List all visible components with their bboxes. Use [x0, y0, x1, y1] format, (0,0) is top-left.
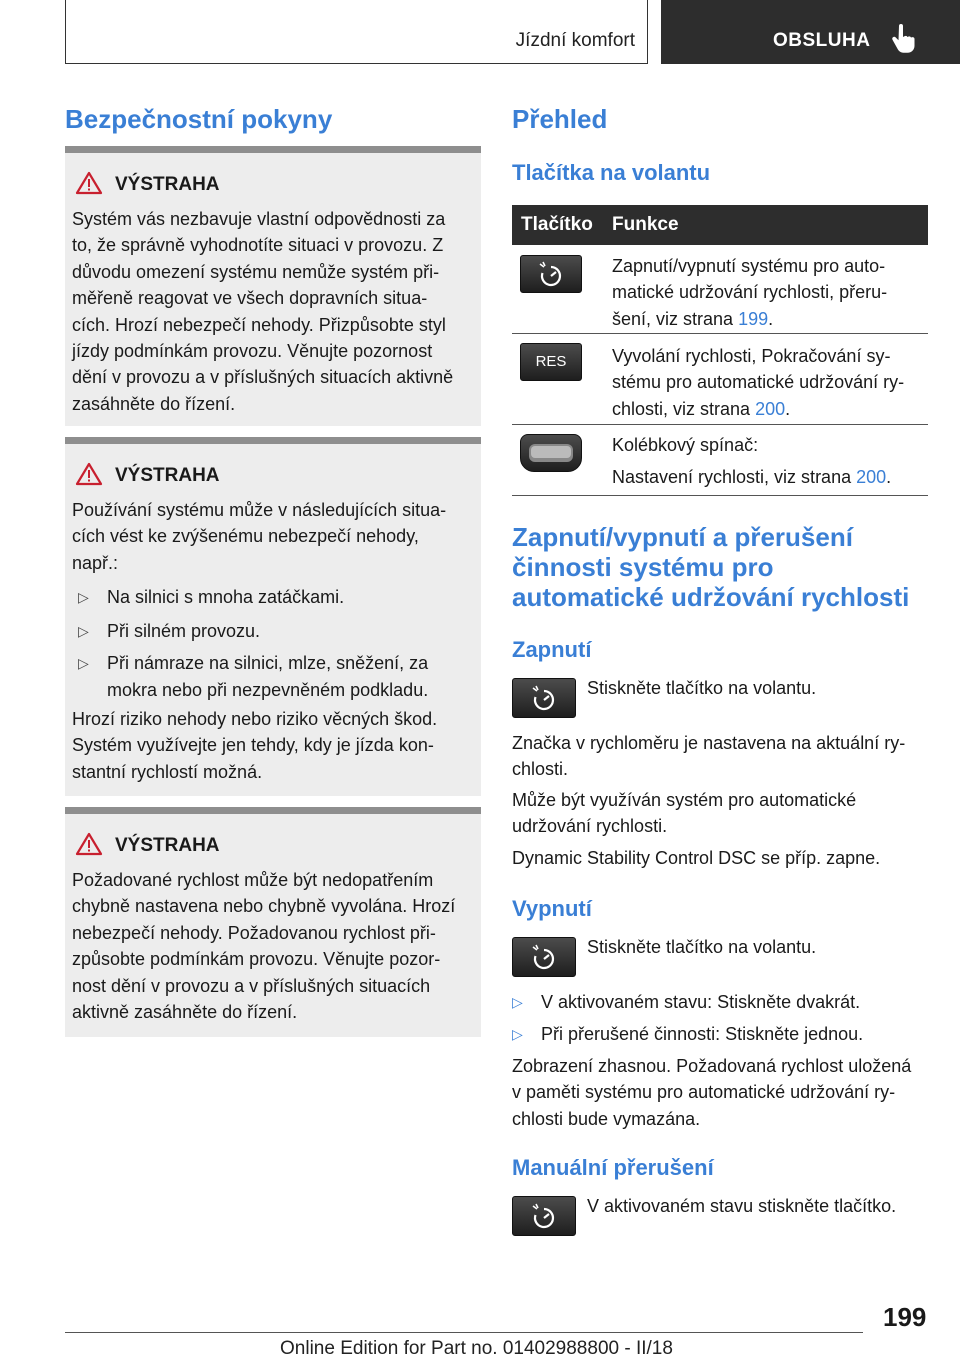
page-link[interactable]: 200	[755, 398, 786, 419]
warning-triangle-icon	[75, 171, 103, 195]
warning-intro	[72, 497, 477, 576]
hand-pointer-icon	[891, 24, 917, 54]
text-line: cích vést ke zvýšenému nebezpečí nehody,	[72, 526, 419, 547]
text-line: cích. Hrozí nebezpečí nehody. Přizpůsobte styl	[72, 314, 446, 335]
safety-title: Bezpečnostní pokyny	[65, 104, 333, 134]
off-instruction: Stiskněte tlačítko na volantu.	[587, 937, 817, 957]
page-link[interactable]: 199	[738, 308, 769, 329]
warning-box-3	[65, 807, 481, 1037]
warning-triangle-icon	[75, 462, 103, 486]
bullet-triangle-icon: ▷	[512, 994, 523, 1010]
res-button-icon: RES	[520, 343, 582, 381]
header-section-title: Jízdní komfort	[515, 30, 635, 51]
on-instruction: Stiskněte tlačítko na volantu.	[587, 678, 817, 698]
text-line: to, že správně vyhodnotíte situaci v provozu. Z	[72, 235, 444, 256]
table-row	[512, 245, 928, 334]
text-line: např.:	[72, 552, 119, 573]
text-line: chybně nastavena nebo chybně vyvolána. Hrozí	[72, 896, 456, 917]
off-heading: Vypnutí	[512, 896, 592, 921]
warning-label: VÝSTRAHA	[115, 174, 220, 195]
bullet-triangle-icon: ▷	[78, 655, 89, 671]
warning-outro	[72, 706, 477, 785]
text-line: měřeně reagovat ve všech dopravních situa-	[72, 288, 428, 309]
text-line: Systém vás nezbavuje vlastní odpovědnosti za	[72, 209, 446, 229]
bullet-triangle-icon: ▷	[78, 623, 89, 639]
page-number: 199	[883, 1302, 927, 1332]
text-line: Systém využívejte jen tehdy, kdy je jízda kon-	[72, 735, 434, 756]
overview-subtitle: Tlačítka na volantu	[512, 160, 711, 185]
on-heading: Zapnutí	[512, 637, 592, 662]
warning-text	[72, 867, 477, 1025]
warning-label: VÝSTRAHA	[115, 835, 220, 856]
text-line: způsobte podmínkám provozu. Věnujte pozor-	[72, 949, 441, 970]
table-header	[512, 205, 928, 245]
manual-heading: Manuální přerušení	[512, 1155, 714, 1180]
header-section-box	[65, 0, 648, 64]
footer-divider	[65, 1332, 863, 1333]
manual-instruction: V aktivovaném stavu stiskněte tlačítko.	[587, 1196, 897, 1216]
header-tab-label: OBSLUHA	[773, 30, 871, 51]
text-line: Požadované rychlost může být nedopatřením	[72, 870, 434, 890]
cruise-control-button-icon	[512, 1196, 576, 1236]
off-paragraph: Zobrazení zhasnou. Požadovaná rychlost uložená v paměti systému pro automatické udržování ry- chlosti bude vymazána.	[512, 1056, 912, 1129]
cruise-control-button-icon	[512, 937, 576, 977]
table-header-function: Funkce	[612, 214, 679, 235]
table-cell-function: Kolébkový spínač: Nastavení rychlosti, viz strana 200.	[612, 435, 892, 488]
on-paragraph-1: Značka v rychloměru je nastavena na aktuální ry- chlosti.	[512, 733, 906, 780]
text-line: aktivně zasáhněte do řízení.	[72, 1002, 298, 1023]
overview-title: Přehled	[512, 104, 608, 134]
on-paragraph-2: Může být využíván systém pro automatické udržování rychlosti.	[512, 790, 857, 837]
page-link[interactable]: 200	[856, 467, 887, 488]
warning-box-1	[65, 146, 481, 426]
text-line: Hrozí riziko nehody nebo riziko věcných škod.	[72, 709, 438, 729]
text-line: Používání systému může v následujících situa-	[72, 500, 447, 520]
section-title: Zapnutí/vypnutí a přerušení činnosti systému pro automatické udržování rychlosti	[512, 522, 910, 612]
header-tab[interactable]	[661, 0, 960, 64]
text-line: dění v provozu a v příslušných situacích aktivně	[72, 367, 454, 388]
text-line: nost dění v provozu a v příslušných situacích	[72, 975, 431, 996]
table-row	[512, 333, 928, 425]
warning-box-2: VÝSTRAHA Používání systému může v následujících situa- cích vést ke zvýšenému nebezpečí nehody, např.: ▷ Na silnici s mnoha zatáčkami. ▷ Při silném provozu. ▷ Při námraze na silnici, mlze, sněžení, za mokra nebo při nezpevněném podkladu. Hrozí riziko nehody nebo riziko věcných škod. Systém využívejte jen tehdy, kdy je jízda kon- stantní rychlostí možná.	[65, 437, 481, 796]
table-cell-function: Zapnutí/vypnutí systému pro auto- matické udržování rychlosti, přeru- šení, viz strana 199.	[612, 256, 888, 329]
text-line: důvodu omezení systému nemůže systém při-	[72, 261, 440, 282]
rocker-switch-icon	[520, 434, 582, 472]
table-row	[512, 424, 928, 496]
table-cell-function: Vyvolání rychlosti, Pokračování sy- stému pro automatické udržování ry- chlosti, viz strana 200.	[612, 346, 905, 419]
warning-text	[72, 206, 477, 417]
text-line: jízdy podmínkám provozu. Věnujte pozornost	[72, 341, 433, 362]
text-line: zasáhněte do řízení.	[72, 393, 236, 414]
warning-triangle-icon	[75, 832, 103, 856]
on-paragraph-3: Dynamic Stability Control DSC se příp. zapne.	[512, 848, 881, 868]
text-line: stantní rychlostí možná.	[72, 761, 263, 782]
text-line: nebezpečí nehody. Požadovanou rychlost při-	[72, 922, 436, 943]
bullet-triangle-icon: ▷	[512, 1026, 523, 1042]
table-header-button: Tlačítko	[521, 214, 593, 235]
cruise-control-button-icon	[512, 678, 576, 718]
bullet-triangle-icon: ▷	[78, 589, 89, 605]
warning-label: VÝSTRAHA	[115, 465, 220, 486]
footer-edition: Online Edition for Part no. 01402988800 - II/18	[280, 1338, 673, 1359]
cruise-control-button-icon	[520, 255, 582, 293]
